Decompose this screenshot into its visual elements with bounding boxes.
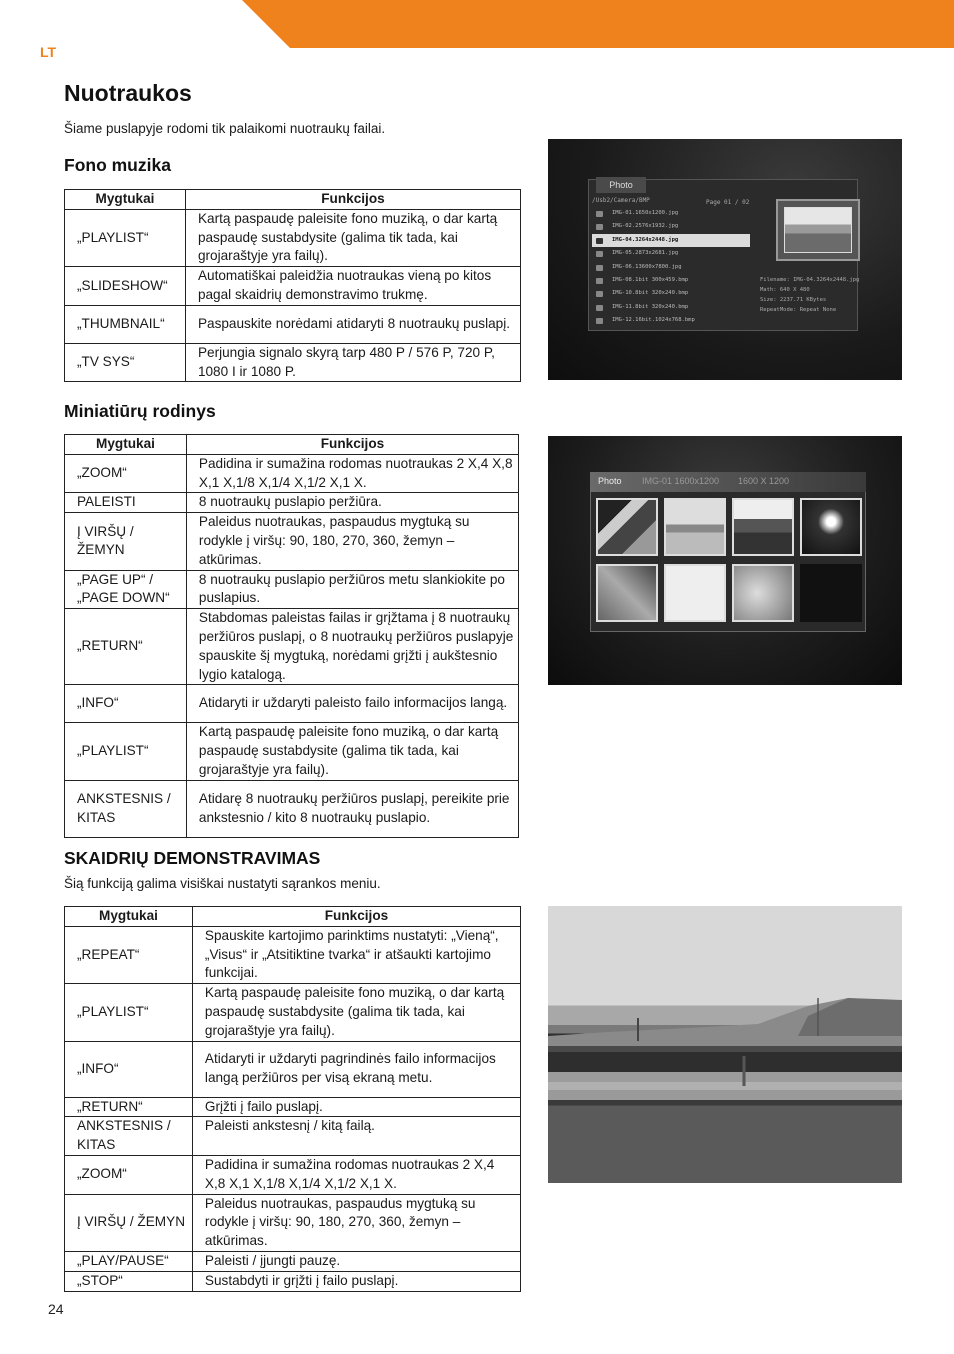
section-title-slideshow: SKAIDRIŲ DEMONSTRAVIMAS bbox=[64, 848, 321, 868]
file-list-item: IMG-01.1650x1200.jpg bbox=[592, 207, 750, 220]
thumbnail-view-table bbox=[64, 434, 519, 838]
button-function: Atidaryti ir uždaryti paleisto failo informacijos langą. bbox=[186, 685, 518, 723]
button-name: „TV SYS“ bbox=[65, 343, 186, 382]
table-row bbox=[65, 1194, 521, 1251]
button-name: „INFO“ bbox=[65, 685, 187, 723]
table-row bbox=[65, 926, 521, 983]
file-list-item: IMG-12.16bit.1024x768.bmp bbox=[592, 314, 750, 327]
file-list bbox=[592, 207, 750, 328]
button-name: „INFO“ bbox=[65, 1041, 193, 1097]
thumbnail-cell bbox=[732, 498, 794, 556]
table-row bbox=[65, 723, 519, 780]
browser-tab-photo: Photo bbox=[596, 177, 646, 193]
file-info-line: Filename: IMG-04.3264x2448.jpg bbox=[760, 277, 860, 283]
button-function: Paleidus nuotraukas, paspaudus mygtuką su rodykle į viršų: 90, 180, 270, 360, žemyn – atkūrimas. bbox=[186, 513, 518, 570]
table-row bbox=[65, 209, 521, 266]
file-info-line: RepeatMode: Repeat None bbox=[760, 307, 837, 313]
button-name: Į VIRŠŲ / ŽEMYN bbox=[65, 513, 187, 570]
button-name: Į VIRŠŲ / ŽEMYN bbox=[65, 1194, 193, 1251]
button-function: Padidina ir sumažina rodomas nuotraukas 2 X,4 X,8 X,1 X,1/8 X,1/4 X,1/2 X,1 X. bbox=[192, 1155, 520, 1194]
thumbnail-cell bbox=[800, 498, 862, 556]
button-function: Padidina ir sumažina rodomas nuotraukas 2 X,4 X,8 X,1 X,1/8 X,1/4 X,1/2 X,1 X. bbox=[186, 454, 518, 493]
browser-page-indicator: Page 01 / 02 bbox=[706, 199, 750, 206]
preview-image bbox=[784, 207, 852, 253]
file-info-line: Size: 2237.71 KBytes bbox=[760, 297, 827, 303]
file-list-item: IMG-02.2576x1932.jpg bbox=[592, 220, 750, 233]
button-function: Kartą paspaudę paleisite fono muziką, o dar kartą paspaudę sustabdysite (galima tik tada, kai grojaraštyje yra failų). bbox=[192, 984, 520, 1041]
button-name: ANKSTESNIS / KITAS bbox=[65, 1117, 193, 1156]
thumbnail-header bbox=[590, 472, 866, 492]
column-header-functions: Funkcijos bbox=[192, 907, 520, 927]
file-info-line: Math: 640 X 480 bbox=[760, 287, 810, 293]
table-row bbox=[65, 1041, 521, 1097]
table-row bbox=[65, 513, 519, 570]
button-name: „STOP“ bbox=[65, 1271, 193, 1291]
browser-path: /Usb2/Camera/BMP bbox=[592, 197, 650, 204]
button-function: Sustabdyti ir grįžti į failo puslapį. bbox=[192, 1271, 520, 1291]
table-row bbox=[65, 984, 521, 1041]
button-function: Atidaryti ir uždaryti pagrindinės failo informacijos langą peržiūros per visą ekraną metu. bbox=[192, 1041, 520, 1097]
button-name: „PLAY/PAUSE“ bbox=[65, 1251, 193, 1271]
button-function: Grįžti į failo puslapį. bbox=[192, 1097, 520, 1117]
header-accent-bar bbox=[0, 0, 954, 48]
button-name: „PLAYLIST“ bbox=[65, 723, 187, 780]
photo-browser-screenshot bbox=[548, 139, 902, 380]
button-function: Stabdomas paleistas failas ir grįžtama į 8 nuotraukų peržiūros puslapį, o 8 nuotraukų peržiūros puslapyje spauskite šį mygtuką, norėdami grįžti į aukštesnio lygio katalogą. bbox=[186, 609, 518, 685]
button-function: Paleisti ankstesnį / kitą failą. bbox=[192, 1117, 520, 1156]
table-row bbox=[65, 609, 519, 685]
file-list-item-selected: IMG-04.3264x2448.jpg bbox=[592, 234, 750, 247]
thumbnail-cell bbox=[732, 564, 794, 622]
intro-text: Šiame puslapyje rodomi tik palaikomi nuotraukų failai. bbox=[64, 121, 386, 136]
button-name: „ZOOM“ bbox=[65, 454, 187, 493]
button-function: Automatiškai paleidžia nuotraukas vieną po kitos pagal skaidrių demonstravimo trukmę. bbox=[185, 267, 520, 306]
button-function: Paleidus nuotraukas, paspaudus mygtuką su rodykle į viršų: 90, 180, 270, 360, žemyn – atkūrimas. bbox=[192, 1194, 520, 1251]
table-row bbox=[65, 1117, 521, 1156]
column-header-functions: Funkcijos bbox=[186, 435, 518, 455]
column-header-buttons: Mygtukai bbox=[65, 907, 193, 927]
section-title-thumbnail-view: Miniatiūrų rodinys bbox=[64, 401, 216, 421]
button-function: Paspauskite norėdami atidaryti 8 nuotraukų puslapį. bbox=[185, 305, 520, 343]
table-row bbox=[65, 343, 521, 382]
button-name: „RETURN“ bbox=[65, 609, 187, 685]
button-name: „RETURN“ bbox=[65, 1097, 193, 1117]
file-list-item: IMG-11.8bit 320x240.bmp bbox=[592, 301, 750, 314]
table-row bbox=[65, 1271, 521, 1291]
button-function: Atidarę 8 nuotraukų peržiūros puslapį, pereikite prie ankstesnio / kito 8 nuotraukų puslapio. bbox=[186, 780, 518, 837]
thumbnail-cell bbox=[596, 564, 658, 622]
table-row bbox=[65, 570, 519, 609]
table-row bbox=[65, 267, 521, 306]
table-row bbox=[65, 493, 519, 513]
button-name: PALEISTI bbox=[65, 493, 187, 513]
button-name: „ZOOM“ bbox=[65, 1155, 193, 1194]
page-number: 24 bbox=[48, 1301, 64, 1317]
thumbnail-tab-photo: Photo bbox=[598, 476, 622, 486]
button-name: ANKSTESNIS / KITAS bbox=[65, 780, 187, 837]
button-name: „REPEAT“ bbox=[65, 926, 193, 983]
slideshow-subtitle: Šią funkciją galima visiškai nustatyti sąrankos meniu. bbox=[64, 876, 381, 891]
button-name: „THUMBNAIL“ bbox=[65, 305, 186, 343]
table-row bbox=[65, 685, 519, 723]
thumbnail-resolution: 1600 X 1200 bbox=[738, 476, 790, 486]
button-function: 8 nuotraukų puslapio peržiūra. bbox=[186, 493, 518, 513]
section-title-background-music: Fono muzika bbox=[64, 155, 171, 175]
button-name: „SLIDESHOW“ bbox=[65, 267, 186, 306]
thumbnail-image-name: IMG-01 1600x1200 bbox=[642, 476, 720, 486]
table-row bbox=[65, 1251, 521, 1271]
table-row bbox=[65, 780, 519, 837]
file-list-item: IMG-08.1bit 300x459.bmp bbox=[592, 274, 750, 287]
preview-thumbnail bbox=[776, 199, 860, 261]
button-function: 8 nuotraukų puslapio peržiūros metu slankiokite po puslapius. bbox=[186, 570, 518, 609]
file-list-item: IMG-10.8bit 320x240.bmp bbox=[592, 287, 750, 300]
table-row bbox=[65, 454, 519, 493]
button-name: „PAGE UP“ / „PAGE DOWN“ bbox=[65, 570, 187, 609]
column-header-buttons: Mygtukai bbox=[65, 435, 187, 455]
slideshow-photo bbox=[548, 906, 902, 1183]
table-row bbox=[65, 305, 521, 343]
button-name: „PLAYLIST“ bbox=[65, 984, 193, 1041]
column-header-buttons: Mygtukai bbox=[65, 190, 186, 210]
table-row bbox=[65, 1097, 521, 1117]
button-function: Kartą paspaudę paleisite fono muziką, o dar kartą paspaudę sustabdysite (galima tik tada, kai grojaraštyje yra failų). bbox=[185, 209, 520, 266]
thumbnail-cell-empty bbox=[800, 564, 862, 622]
button-function: Perjungia signalo skyrą tarp 480 P / 576 P, 720 P, 1080 I ir 1080 P. bbox=[185, 343, 520, 382]
slideshow-table bbox=[64, 906, 521, 1292]
thumbnail-cell bbox=[664, 564, 726, 622]
button-function: Paleisti / įjungti pauzę. bbox=[192, 1251, 520, 1271]
button-name: „PLAYLIST“ bbox=[65, 209, 186, 266]
button-function: Spauskite kartojimo parinktims nustatyti: „Vieną“,„Visus“ ir „Atsitiktine tvarka“ ir atšaukti kartojimo funkcijai. bbox=[192, 926, 520, 983]
landscape-image bbox=[548, 906, 902, 1183]
page-title: Nuotraukos bbox=[64, 80, 192, 106]
column-header-functions: Funkcijos bbox=[185, 190, 520, 210]
thumbnail-grid-screenshot bbox=[548, 436, 902, 685]
file-info bbox=[760, 275, 859, 315]
thumbnail-cell bbox=[596, 498, 658, 556]
button-function: Kartą paspaudę paleisite fono muziką, o dar kartą paspaudę sustabdysite (galima tik tada, kai grojaraštyje yra failų). bbox=[186, 723, 518, 780]
language-label: LT bbox=[40, 44, 57, 60]
file-list-item: IMG-06.13600x7800.jpg bbox=[592, 261, 750, 274]
file-list-item: IMG-05.2873x2681.jpg bbox=[592, 247, 750, 260]
background-music-table bbox=[64, 189, 521, 382]
table-row bbox=[65, 1155, 521, 1194]
thumbnail-cell bbox=[664, 498, 726, 556]
